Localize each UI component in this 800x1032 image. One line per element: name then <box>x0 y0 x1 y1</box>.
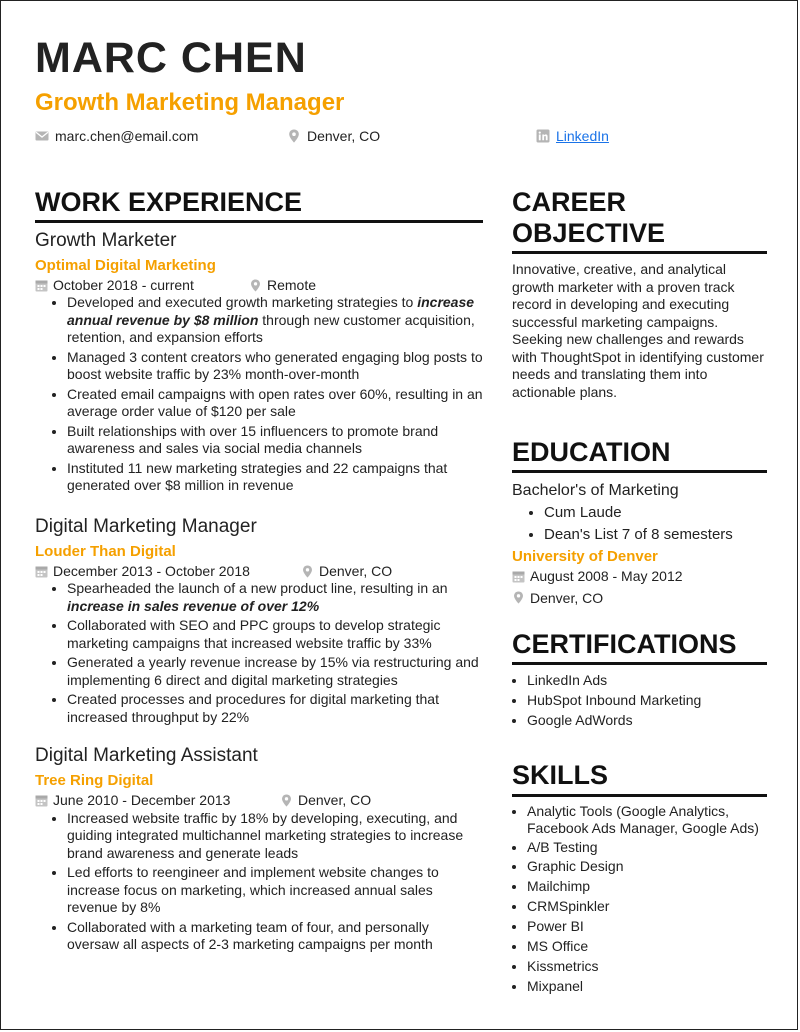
skill-item: • Mailchimp <box>527 877 767 897</box>
job-entry <box>35 229 483 495</box>
job-bullet: • Increased website traffic by 18% by developing, executing, and guiding integrated multichannel marketing strategies to increase brand awareness and generate leads <box>67 810 483 863</box>
job-meta <box>35 276 483 294</box>
job-company: Tree Ring Digital <box>35 771 154 789</box>
calendar-icon <box>35 794 48 807</box>
email-text: marc.chen@email.com <box>55 128 199 144</box>
contact-email <box>35 128 198 145</box>
education-heading: EDUCATION <box>512 437 767 473</box>
contact-location <box>287 128 380 145</box>
job-entry <box>35 515 483 726</box>
linkedin-link[interactable]: LinkedIn <box>556 128 609 144</box>
job-company: Optimal Digital Marketing <box>35 256 216 274</box>
map-pin-icon <box>249 279 262 292</box>
education-dates-row <box>512 567 767 585</box>
job-bullet: • Managed 3 content creators who generated engaging blog posts to boost website traffic by 23% month-over-month <box>67 349 483 384</box>
skill-item: • MS Office <box>527 937 767 957</box>
job-bullets <box>35 810 483 954</box>
skill-item: • Mixpanel <box>527 977 767 997</box>
job-role: Digital Marketing Manager <box>35 515 257 537</box>
job-bullet: • Spearheaded the launch of a new product line, resulting in an increase in sales revenue of over 12% <box>67 580 483 615</box>
job-bullet: • Led efforts to reengineer and implement website changes to increase focus on marketing, which increased annual sales revenue by 8% <box>67 864 483 917</box>
left-column <box>35 187 483 956</box>
job-bullet: • Generated a yearly revenue increase by 15% via restructuring and implementing 6 direct and digital marketing strategies <box>67 654 483 689</box>
job-location: Denver, CO <box>280 791 371 809</box>
certification-item: • LinkedIn Ads <box>527 671 767 691</box>
honor-item: • Cum Laude <box>544 502 767 525</box>
job-bullet: • Built relationships with over 15 influencers to promote brand awareness and sales via social media channels <box>67 423 483 458</box>
candidate-name: MARC CHEN <box>35 34 307 82</box>
job-role: Growth Marketer <box>35 230 177 252</box>
certification-item: • HubSpot Inbound Marketing <box>527 691 767 711</box>
job-location: Denver, CO <box>301 562 392 580</box>
education-location <box>512 589 603 607</box>
map-pin-icon <box>280 794 293 807</box>
jobs-list <box>35 229 483 954</box>
job-company: Louder Than Digital <box>35 542 176 560</box>
calendar-icon <box>512 570 525 583</box>
job-bullet: • Collaborated with a marketing team of four, and personally oversaw all aspects of 2-3 marketing campaigns per month <box>67 919 483 954</box>
education-school: University of Denver <box>512 547 658 565</box>
job-bullets <box>35 580 483 726</box>
envelope-icon <box>35 129 49 143</box>
job-location: Remote <box>249 276 316 294</box>
map-pin-icon <box>512 591 525 604</box>
map-pin-icon <box>301 565 314 578</box>
job-bullet: • Created email campaigns with open rates over 60%, resulting in an average order value of $120 per sale <box>67 386 483 421</box>
education-honors <box>512 502 767 547</box>
skill-item: • Kissmetrics <box>527 957 767 977</box>
work-experience-heading: WORK EXPERIENCE <box>35 187 483 223</box>
education-location-row <box>512 589 767 607</box>
job-meta <box>35 791 483 809</box>
certification-item: • Google AdWords <box>527 711 767 731</box>
objective-heading-line1: CAREER <box>512 187 627 217</box>
education-location-text: Denver, CO <box>530 589 604 606</box>
education-dates <box>512 567 683 585</box>
job-bullet: • Collaborated with SEO and PPC groups to develop strategic marketing campaigns that increased website traffic by 33% <box>67 617 483 652</box>
job-dates: June 2010 - December 2013 <box>35 791 280 809</box>
skills-list <box>512 803 767 997</box>
skills-heading: SKILLS <box>512 760 767 796</box>
objective-heading-line2: OBJECTIVE <box>512 218 666 249</box>
skill-item: • A/B Testing <box>527 838 767 858</box>
map-pin-icon <box>287 129 301 143</box>
skill-item: • CRMSpinkler <box>527 897 767 917</box>
education-dates-text: August 2008 - May 2012 <box>530 568 683 585</box>
calendar-icon <box>35 279 48 292</box>
skill-item: • Graphic Design <box>527 857 767 877</box>
job-dates: December 2013 - October 2018 <box>35 562 301 580</box>
job-entry <box>35 744 483 953</box>
skill-item: • Analytic Tools (Google Analytics, Facebook Ads Manager, Google Ads) <box>527 803 767 838</box>
job-meta <box>35 562 483 580</box>
job-bullet: • Instituted 11 new marketing strategies and 22 campaigns that generated over $8 million in revenue <box>67 460 483 495</box>
job-role: Digital Marketing Assistant <box>35 745 258 767</box>
honor-item: • Dean's List 7 of 8 semesters <box>544 524 767 547</box>
certifications-list <box>512 671 767 731</box>
calendar-icon <box>35 565 48 578</box>
job-bullet: • Created processes and procedures for digital marketing that increased throughput by 22% <box>67 691 483 726</box>
objective-text: Innovative, creative, and analytical growth marketer with a proven track record in developing and executing successful marketing campaigns. Seeking new challenges and rewards with ThoughtSpot in identifying customer needs and translating them into actionable plans. <box>512 261 764 400</box>
right-column <box>512 187 767 997</box>
certifications-heading: CERTIFICATIONS <box>512 629 767 665</box>
linkedin-icon <box>536 129 550 143</box>
contact-linkedin[interactable] <box>536 128 609 145</box>
skill-item: • Power BI <box>527 917 767 937</box>
candidate-title: Growth Marketing Manager <box>35 89 345 116</box>
career-objective-heading <box>512 187 767 254</box>
job-bullets <box>35 294 483 495</box>
job-dates: October 2018 - current <box>35 276 249 294</box>
education-degree: Bachelor's of Marketing <box>512 482 679 500</box>
job-bullet: • Developed and executed growth marketing strategies to increase annual revenue by $8 million through new customer acquisition, retention, and expansion efforts <box>67 294 483 347</box>
location-text: Denver, CO <box>307 128 381 144</box>
